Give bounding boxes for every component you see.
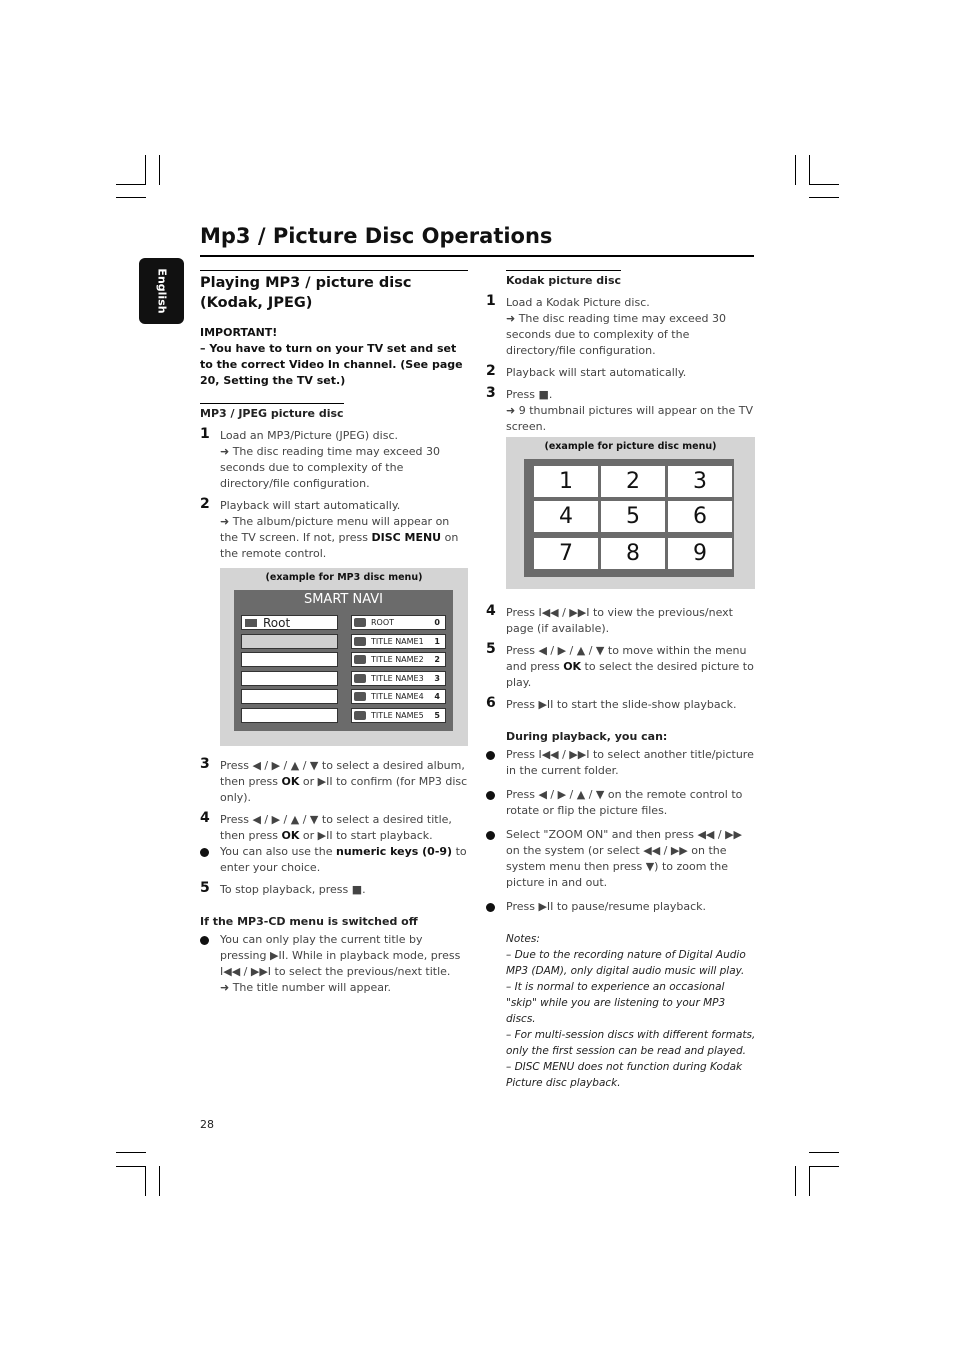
crop-mark: [795, 1166, 796, 1196]
mp3-menu-header: SMART NAVI: [303, 592, 384, 607]
step-5: 5 Press ◀ / ▶ / ▲ / ▼ to move within the menu and press OK to select the desired picture to play.: [486, 641, 754, 689]
bullet-icon: [200, 936, 209, 945]
picture-menu-example: [506, 437, 755, 589]
mp3-menu-example: [220, 568, 468, 746]
step-1: 1 Load a Kodak Picture disc. ➜ The disc reading time may exceed 30 seconds due to complexity of the directory/file configuration.: [486, 293, 727, 357]
thumbnail-cell[interactable]: 5: [601, 501, 665, 532]
thumbnail-cell[interactable]: 4: [534, 501, 598, 532]
title-row[interactable]: ROOT 0: [351, 615, 446, 630]
step-1: 1 Load an MP3/Picture (JPEG) disc. ➜ The disc reading time may exceed 30 seconds due to complexity of the directory/file configuration.: [200, 426, 441, 490]
crop-mark: [116, 197, 146, 198]
thumbnail-cell[interactable]: 8: [601, 538, 665, 569]
crop-mark: [116, 1166, 146, 1167]
album-row[interactable]: [241, 671, 338, 686]
during-bullet: Press ▶II to pause/resume playback.: [486, 899, 756, 915]
right-column: [486, 270, 756, 1091]
language-tab: [139, 258, 184, 324]
thumbnail-cell[interactable]: 7: [534, 538, 598, 569]
step-3: 3 Press ◀ / ▶ / ▲ / ▼ to select a desired album, then press OK or ▶II to confirm (for MP3 disc only).: [200, 756, 468, 804]
title-row[interactable]: TITLE NAME3 3: [351, 671, 446, 686]
mp3-heading: MP3 / JPEG picture disc: [200, 403, 344, 422]
crop-mark: [795, 155, 796, 185]
section-title: Playing MP3 / picture disc (Kodak, JPEG): [200, 270, 468, 313]
step-6: 6 Press ▶II to start the slide-show playback.: [486, 695, 737, 711]
music-file-icon: [354, 711, 366, 720]
mp3-menu-screen: [234, 590, 453, 731]
bullet-icon: [486, 791, 495, 800]
album-row[interactable]: Root: [241, 615, 338, 630]
music-file-icon: [354, 637, 366, 646]
album-row[interactable]: [241, 634, 338, 649]
crop-mark: [809, 197, 839, 198]
left-column: [200, 270, 468, 996]
step-2: 2 Playback will start automatically.: [486, 363, 687, 379]
crop-mark: [145, 155, 146, 185]
title-row[interactable]: TITLE NAME4 4: [351, 689, 446, 704]
thumbnail-cell[interactable]: 3: [668, 466, 732, 497]
title-row[interactable]: TITLE NAME1 1: [351, 634, 446, 649]
step-4: 4 Press I◀◀ / ▶▶I to view the previous/next page (if available).: [486, 603, 733, 635]
crop-mark: [809, 155, 810, 185]
page-number: 28: [200, 1118, 214, 1131]
crop-mark: [145, 1166, 146, 1196]
crop-mark: [116, 1152, 146, 1153]
during-bullet: Select "ZOOM ON" and then press ◀◀ / ▶▶ on the system (or select ◀◀ / ▶▶ on the system menu then press ▼) to zoom the picture in and out.: [486, 827, 756, 891]
kodak-heading: Kodak picture disc: [506, 270, 621, 289]
mp3-caption: (example for MP3 disc menu): [265, 572, 423, 583]
step-3: 3 Press ■. ➜ 9 thumbnail pictures will appear on the TV screen.: [486, 385, 754, 433]
crop-mark: [159, 155, 160, 185]
bullet-off: You can only play the current title by pressing ▶II. While in playback mode, press I◀◀ / ▶▶I to select the previous/next title. ➜ The title number will appear.: [200, 932, 468, 996]
important-label: IMPORTANT!: [200, 326, 278, 339]
crop-mark: [809, 184, 839, 185]
during-bullet: Press I◀◀ / ▶▶I to select another title/picture in the current folder.: [486, 747, 756, 779]
album-row[interactable]: [241, 652, 338, 667]
off-heading: If the MP3-CD menu is switched off: [200, 915, 418, 928]
bullet-icon: [486, 831, 495, 840]
picture-grid-screen: [524, 459, 734, 577]
thumbnail-cell[interactable]: 2: [601, 466, 665, 497]
folder-icon: [354, 618, 366, 627]
crop-mark: [809, 1166, 810, 1196]
step-5: 5 To stop playback, press ■.: [200, 880, 366, 896]
notes: Notes: – Due to the recording nature of Digital Audio MP3 (DAM), only digital audio music will play. – It is normal to experience an occasional "skip" while you are listening to your MP3 discs. – For multi-session discs with different formats, only the first session can be read and played. – DISC MENU does not function during Kodak Picture disc playback.: [506, 933, 756, 1089]
during-bullet: Press ◀ / ▶ / ▲ / ▼ on the remote control to rotate or flip the picture files.: [486, 787, 756, 819]
music-file-icon: [354, 655, 366, 664]
thumbnail-cell[interactable]: 6: [668, 501, 732, 532]
step-2: 2 Playback will start automatically. ➜ The album/picture menu will appear on the TV screen. If not, press DISC MENU on the remote control.: [200, 496, 459, 560]
important-text: – You have to turn on your TV set and set to the correct Video In channel. (See page 20, Setting the TV set.): [200, 342, 463, 387]
music-file-icon: [354, 692, 366, 701]
title-row[interactable]: TITLE NAME5 5: [351, 708, 446, 723]
crop-mark: [809, 1152, 839, 1153]
thumbnail-cell[interactable]: 9: [668, 538, 732, 569]
album-row[interactable]: [241, 708, 338, 723]
bullet-icon: [486, 751, 495, 760]
step-4: 4 Press ◀ / ▶ / ▲ / ▼ to select a desired title, then press OK or ▶II to start playback.: [200, 810, 452, 842]
crop-mark: [809, 1166, 839, 1167]
title-rule: [200, 255, 754, 257]
music-file-icon: [354, 674, 366, 683]
during-heading: During playback, you can:: [506, 730, 668, 743]
folder-icon: [245, 619, 257, 627]
bullet-icon: [200, 848, 209, 857]
album-row[interactable]: [241, 689, 338, 704]
crop-mark: [159, 1166, 160, 1196]
picture-caption: (example for picture disc menu): [544, 441, 717, 452]
thumbnail-cell[interactable]: 1: [534, 466, 598, 497]
language-label: English: [155, 268, 168, 314]
page-title: Mp3 / Picture Disc Operations: [200, 224, 553, 248]
title-row[interactable]: TITLE NAME2 2: [351, 652, 446, 667]
bullet-icon: [486, 903, 495, 912]
crop-mark: [116, 184, 146, 185]
bullet-numeric-keys: You can also use the numeric keys (0-9) to enter your choice.: [200, 844, 468, 876]
